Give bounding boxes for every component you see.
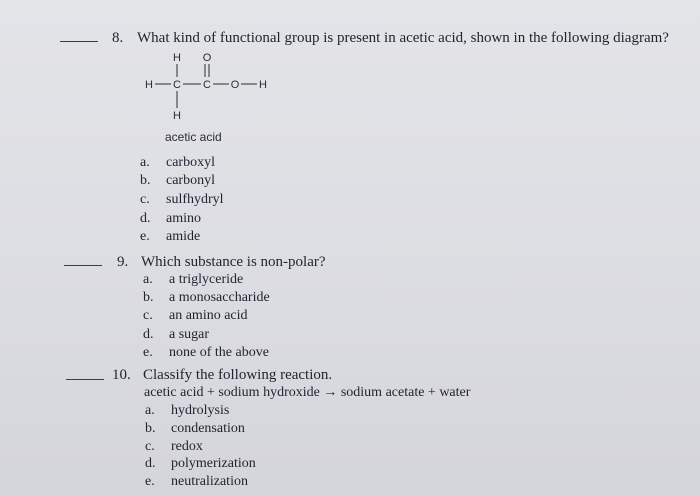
- diagram-caption: acetic acid: [165, 130, 222, 144]
- question-9-option-d[interactable]: [143, 327, 209, 343]
- option-letter: b.: [145, 421, 156, 436]
- option-text: a monosaccharide: [169, 290, 270, 305]
- question-8-text: What kind of functional group is present in acetic acid, shown in the following diagram?: [137, 30, 669, 46]
- option-text: polymerization: [171, 456, 256, 471]
- option-text: an amino acid: [169, 308, 248, 323]
- question-9-text: Which substance is non-polar?: [141, 254, 326, 270]
- option-letter: c.: [140, 192, 150, 207]
- question-9-number: 9.: [117, 254, 129, 270]
- question-10-option-a[interactable]: [145, 403, 229, 419]
- option-letter: a.: [140, 155, 150, 170]
- option-text: carbonyl: [166, 173, 215, 188]
- answer-blank-9[interactable]: [64, 265, 102, 266]
- option-text: sulfhydryl: [166, 192, 224, 207]
- atom-c1: C: [173, 79, 181, 91]
- option-text: hydrolysis: [171, 403, 230, 418]
- option-letter: d.: [145, 456, 156, 471]
- option-text: none of the above: [169, 345, 269, 360]
- option-letter: a.: [145, 403, 155, 418]
- option-letter: d.: [140, 211, 151, 226]
- option-letter: e.: [140, 229, 150, 244]
- question-8-option-b[interactable]: [140, 173, 215, 189]
- option-letter: a.: [143, 272, 153, 287]
- question-10-number: 10.: [112, 367, 131, 383]
- option-text: amino: [166, 211, 201, 226]
- question-10-reaction: acetic acid + sodium hydroxide → sodium acetate + water: [144, 385, 471, 400]
- atom-o-mid: O: [230, 79, 240, 91]
- option-text: neutralization: [171, 474, 248, 489]
- option-letter: e.: [145, 474, 155, 489]
- atom-c2: C: [203, 79, 211, 91]
- option-letter: c.: [145, 439, 155, 454]
- option-letter: d.: [143, 327, 154, 342]
- question-8-option-d[interactable]: [140, 211, 201, 227]
- option-letter: b.: [140, 173, 151, 188]
- option-text: condensation: [171, 421, 245, 436]
- question-9-option-b[interactable]: [143, 290, 270, 306]
- question-9-option-a[interactable]: [143, 272, 243, 288]
- atom-h-right: H: [259, 79, 267, 91]
- atom-o-top: O: [202, 52, 212, 64]
- question-10-option-c[interactable]: [145, 439, 203, 455]
- question-10-option-d[interactable]: [145, 456, 256, 472]
- option-letter: b.: [143, 290, 154, 305]
- question-8-option-c[interactable]: [140, 192, 224, 208]
- question-9-option-c[interactable]: [143, 308, 248, 324]
- answer-blank-10[interactable]: [66, 379, 104, 380]
- answer-blank-8[interactable]: [60, 41, 98, 42]
- option-text: carboxyl: [166, 155, 215, 170]
- option-text: a sugar: [169, 327, 210, 342]
- atom-h-bottom: H: [173, 110, 181, 122]
- question-8-option-e[interactable]: [140, 229, 200, 245]
- option-letter: c.: [143, 308, 153, 323]
- question-9-option-e[interactable]: [143, 345, 269, 361]
- question-10-option-e[interactable]: [145, 474, 248, 490]
- option-text: a triglyceride: [169, 272, 244, 287]
- option-text: amide: [166, 229, 201, 244]
- question-8-number: 8.: [112, 30, 124, 46]
- option-text: redox: [171, 439, 203, 454]
- question-8-option-a[interactable]: [140, 155, 215, 171]
- question-10-option-b[interactable]: [145, 421, 245, 437]
- question-10-text: Classify the following reaction.: [143, 367, 333, 383]
- atom-h-top: H: [173, 52, 181, 64]
- option-letter: e.: [143, 345, 153, 360]
- atom-h-left: H: [145, 79, 153, 91]
